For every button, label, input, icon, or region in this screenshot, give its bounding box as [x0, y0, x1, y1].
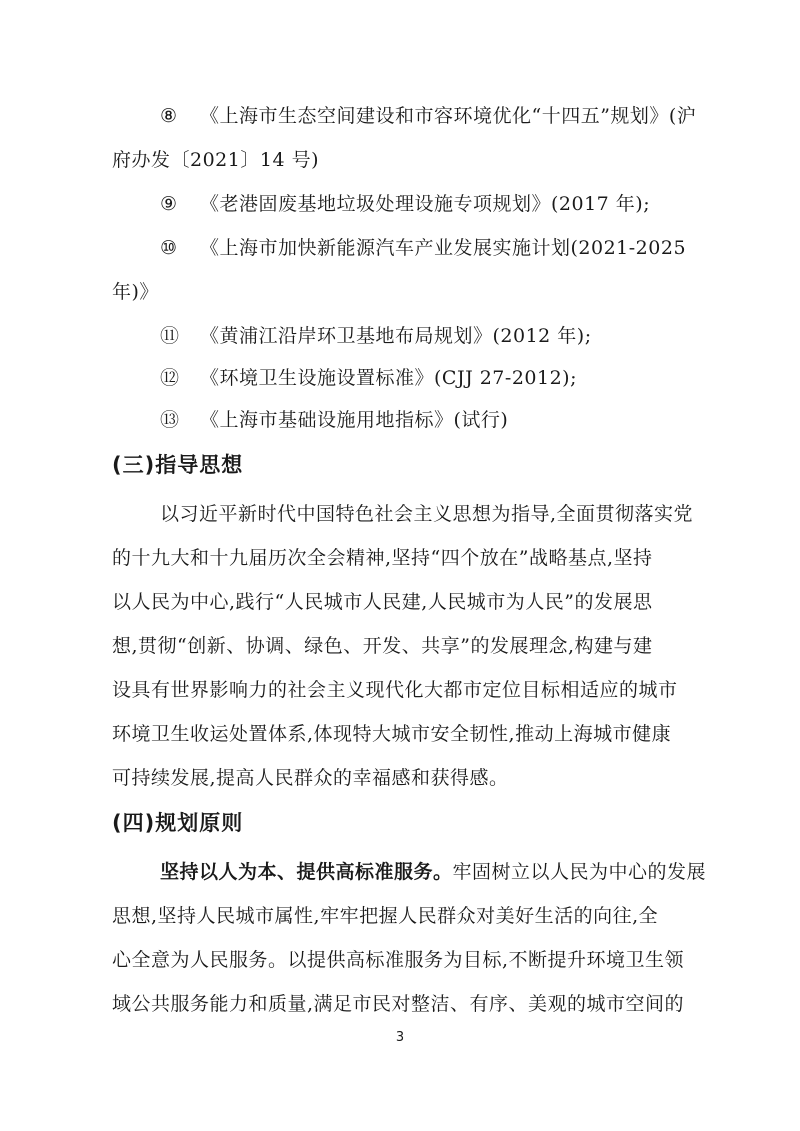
reference-text: 年)》 — [112, 281, 159, 303]
paragraph-line: 环境卫生收运处置体系,体现特大城市安全韧性,推动上海城市健康 — [112, 723, 672, 745]
reference-number: ⑨ — [160, 193, 178, 215]
reference-text: 《上海市生态空间建设和市容环境优化“十四五”规划》(沪 — [200, 105, 697, 127]
reference-item-11 — [160, 324, 592, 348]
principle-title: 坚持以人为本、提供高标准服务。 — [160, 861, 453, 883]
reference-item-8 — [160, 104, 696, 128]
reference-item-9 — [160, 192, 650, 216]
paragraph-line: 设具有世界影响力的社会主义现代化大都市定位目标相适应的城市 — [112, 679, 678, 701]
paragraph-line: 域公共服务能力和质量,满足市民对整洁、有序、美观的城市空间的 — [112, 993, 685, 1015]
section-heading-planning-principles: (四)规划原则 — [112, 811, 244, 835]
paragraph-line: 的十九大和十九届历次全会精神,坚持“四个放在”战略基点,坚持 — [112, 547, 653, 569]
page-number: 3 — [395, 1030, 405, 1045]
reference-number: ⑫ — [160, 367, 180, 389]
reference-item-13 — [160, 408, 508, 432]
principle-text: 牢固树立以人民为中心的发展 — [452, 861, 707, 883]
paragraph-line: 心全意为人民服务。以提供高标准服务为目标,不断提升环境卫生领 — [112, 949, 685, 971]
reference-text: 《黄浦江沿岸环卫基地布局规划》(2012 年); — [200, 325, 592, 347]
reference-item-10-continued — [112, 280, 159, 304]
reference-item-8-continued — [112, 148, 319, 172]
section-heading-guiding-ideology: (三)指导思想 — [112, 453, 244, 477]
reference-item-10 — [160, 236, 686, 260]
reference-text: 《环境卫生设施设置标准》(CJJ 27-2012); — [200, 367, 577, 389]
paragraph-line: 想,贯彻“创新、协调、绿色、开发、共享”的发展理念,构建与建 — [112, 635, 653, 657]
reference-number: ⑬ — [160, 409, 180, 431]
reference-text: 《上海市基础设施用地指标》(试行) — [200, 409, 509, 431]
paragraph-line: 思想,坚持人民城市属性,牢牢把握人民群众对美好生活的向往,全 — [112, 905, 659, 927]
reference-number: ⑧ — [160, 105, 178, 127]
reference-text: 《上海市加快新能源汽车产业发展实施计划(2021-2025 — [200, 237, 687, 259]
reference-number: ⑩ — [160, 237, 178, 259]
paragraph-line: 可持续发展,提高人民群众的幸福感和获得感。 — [112, 767, 509, 789]
reference-item-12 — [160, 366, 577, 390]
reference-text: 府办发〔2021〕14 号) — [112, 149, 319, 171]
reference-number: ⑪ — [160, 325, 180, 347]
paragraph-line: 以人民为中心,践行“人民城市人民建,人民城市为人民”的发展思 — [112, 591, 653, 613]
reference-text: 《老港固废基地垃圾处理设施专项规划》(2017 年); — [200, 193, 651, 215]
paragraph-line: 以习近平新时代中国特色社会主义思想为指导,全面贯彻落实党 — [160, 503, 694, 525]
principle-lead-line — [160, 860, 706, 884]
